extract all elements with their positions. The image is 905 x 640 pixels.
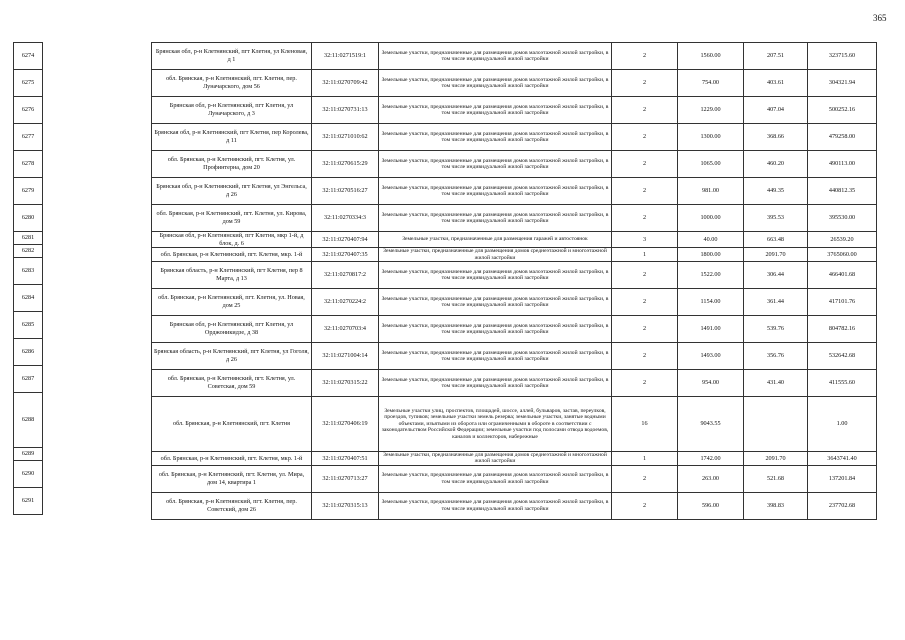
table-row xyxy=(14,151,43,178)
land-use-cell: Земельные участки, предназначенные для размещения домов малоэтажной жилой застройки, в том числе индивидуальной жилой застройки xyxy=(379,124,612,151)
land-use-cell: Земельные участки, предназначенные для размещения домов малоэтажной жилой застройки, в том числе индивидуальной жилой застройки xyxy=(379,492,612,519)
table-row xyxy=(152,70,877,97)
area-cell: 1742.00 xyxy=(678,452,744,466)
row-number: 6288 xyxy=(14,393,43,448)
row-number: 6274 xyxy=(14,43,43,70)
row-number: 6282 xyxy=(14,245,43,258)
cadastral-value-cell: 1.00 xyxy=(808,397,877,452)
cadastral-value-cell: 490113.00 xyxy=(808,151,877,178)
table-row xyxy=(14,488,43,515)
address-cell: обл. Брянская, р-н Клетнянский, пгт. Клетня, ул. Кирова, дом 59 xyxy=(152,205,312,232)
land-use-cell: Земельные участки улиц, проспектов, площадей, шоссе, аллей, бульваров, застав, переулков, проездов, тупиков; земельные участки земель резерва; земельные участки, занятые водными объектами, изъятыми из оборота или ограниченными в обороте в соответствии с законодательством Российской Федерации; земельные участки под полосами отвода водоемов, каналов и коллекторов, набережные xyxy=(379,397,612,452)
rate-cell: 2091.70 xyxy=(744,452,808,466)
cadastral-number-cell: 32:11:0270817:2 xyxy=(312,262,379,289)
rate-cell: 407.04 xyxy=(744,97,808,124)
group-cell: 2 xyxy=(612,465,678,492)
group-cell: 2 xyxy=(612,316,678,343)
row-number: 6291 xyxy=(14,488,43,515)
table-row xyxy=(14,448,43,461)
table-row xyxy=(14,285,43,312)
land-use-cell: Земельные участки, предназначенные для размещения домов малоэтажной жилой застройки, в том числе индивидуальной жилой застройки xyxy=(379,151,612,178)
area-cell: 1491.00 xyxy=(678,316,744,343)
address-cell: Брянская область, р-н Клетнянский, пгт Клетня, пер 8 Марта, д 13 xyxy=(152,262,312,289)
row-number: 6281 xyxy=(14,232,43,245)
address-cell: обл. Брянская, р-н Клетнянский, пгт. Клетня, мкр. 1-й xyxy=(152,452,312,466)
table-row xyxy=(152,205,877,232)
row-number: 6290 xyxy=(14,461,43,488)
address-cell: обл. Брянская, р-н Клетнянский, пгт. Клетня, ул. Советская, дом 59 xyxy=(152,370,312,397)
cadastral-value-cell: 440812.35 xyxy=(808,178,877,205)
land-use-cell: Земельные участки, предназначенные для размещения домов малоэтажной жилой застройки, в том числе индивидуальной жилой застройки xyxy=(379,289,612,316)
group-cell: 3 xyxy=(612,232,678,248)
cadastral-number-cell: 32:11:0270407:35 xyxy=(312,248,379,262)
rate-cell: 449.35 xyxy=(744,178,808,205)
table-row xyxy=(152,316,877,343)
table-row xyxy=(152,151,877,178)
address-cell: обл. Брянская, р-н Клетнянский, пгт. Клетня, ул. Профинтерна, дом 20 xyxy=(152,151,312,178)
group-cell: 2 xyxy=(612,205,678,232)
cadastral-value-cell: 417101.76 xyxy=(808,289,877,316)
cadastral-number-cell: 32:11:0270407:94 xyxy=(312,232,379,248)
land-use-cell: Земельные участки, предназначенные для размещения домов малоэтажной жилой застройки, в том числе индивидуальной жилой застройки xyxy=(379,316,612,343)
cadastral-number-cell: 32:11:0270703:4 xyxy=(312,316,379,343)
land-use-cell: Земельные участки, предназначенные для размещения домов малоэтажной жилой застройки, в том числе индивидуальной жилой застройки xyxy=(379,262,612,289)
table-row xyxy=(14,97,43,124)
cadastral-value-cell: 500252.16 xyxy=(808,97,877,124)
area-cell: 754.00 xyxy=(678,70,744,97)
table-row xyxy=(14,43,43,70)
cadastral-value-cell: 137201.84 xyxy=(808,465,877,492)
table-row xyxy=(152,452,877,466)
cadastral-number-cell: 32:11:0270315:22 xyxy=(312,370,379,397)
table-row xyxy=(152,492,877,519)
rate-cell: 521.68 xyxy=(744,465,808,492)
land-use-cell: Земельные участки, предназначенные для размещения домов малоэтажной жилой застройки, в том числе индивидуальной жилой застройки xyxy=(379,343,612,370)
cadastral-number-cell: 32:11:0271010:62 xyxy=(312,124,379,151)
group-cell: 2 xyxy=(612,70,678,97)
row-number: 6286 xyxy=(14,339,43,366)
cadastral-value-cell: 479258.00 xyxy=(808,124,877,151)
row-number: 6277 xyxy=(14,124,43,151)
address-cell: обл. Брянская, р-н Клетнянский, пгт. Клетня, пер. Луначарского, дом 56 xyxy=(152,70,312,97)
cadastral-number-cell: 32:11:0270713:27 xyxy=(312,465,379,492)
table-row xyxy=(152,370,877,397)
address-cell: обл. Брянская, р-н Клетнянский, пгт. Клетня, ул. Новая, дом 25 xyxy=(152,289,312,316)
group-cell: 16 xyxy=(612,397,678,452)
rate-cell: 207.51 xyxy=(744,43,808,70)
cadastral-value-cell: 466401.68 xyxy=(808,262,877,289)
rate-cell: 398.83 xyxy=(744,492,808,519)
rate-cell: 361.44 xyxy=(744,289,808,316)
table-row xyxy=(152,465,877,492)
table-row xyxy=(14,393,43,448)
row-number: 6289 xyxy=(14,448,43,461)
row-number: 6278 xyxy=(14,151,43,178)
table-row xyxy=(152,262,877,289)
rate-cell: 395.53 xyxy=(744,205,808,232)
table-row xyxy=(14,312,43,339)
cadastral-number-cell: 32:11:0271519:1 xyxy=(312,43,379,70)
cadastral-value-cell: 26539.20 xyxy=(808,232,877,248)
group-cell: 1 xyxy=(612,452,678,466)
group-cell: 2 xyxy=(612,43,678,70)
cadastral-number-cell: 32:11:0270224:2 xyxy=(312,289,379,316)
table-row xyxy=(14,205,43,232)
row-number: 6283 xyxy=(14,258,43,285)
land-use-cell: Земельные участки, предназначенные для размещения домов среднеэтажной и многоэтажной жилой застройки xyxy=(379,452,612,466)
row-number: 6280 xyxy=(14,205,43,232)
cadastral-value-cell: 804782.16 xyxy=(808,316,877,343)
rate-cell: 403.61 xyxy=(744,70,808,97)
address-cell: Брянская обл, р-н Клетнянский, пгт Клетня, пер Королева, д 11 xyxy=(152,124,312,151)
row-number: 6276 xyxy=(14,97,43,124)
row-number: 6287 xyxy=(14,366,43,393)
address-cell: Брянская обл, р-н Клетнянский, пгт Клетня, ул Орджоникидзе, д 38 xyxy=(152,316,312,343)
rate-cell: 663.48 xyxy=(744,232,808,248)
land-use-cell: Земельные участки, предназначенные для размещения домов малоэтажной жилой застройки, в том числе индивидуальной жилой застройки xyxy=(379,205,612,232)
table-row xyxy=(152,343,877,370)
cadastral-number-cell: 32:11:0270615:29 xyxy=(312,151,379,178)
cadastral-value-cell: 237702.68 xyxy=(808,492,877,519)
group-cell: 2 xyxy=(612,343,678,370)
area-cell: 40.00 xyxy=(678,232,744,248)
address-cell: Брянская обл, р-н Клетнянский, пгт Клетня, мкр 1-й, д блок, д. 6 xyxy=(152,232,312,248)
table-row xyxy=(152,397,877,452)
rate-cell: 356.76 xyxy=(744,343,808,370)
rate-cell: 368.66 xyxy=(744,124,808,151)
address-cell: обл. Брянская, р-н Клетнянский, пгт. Клетня, мкр. 1-й xyxy=(152,248,312,262)
cadastral-number-cell: 32:11:0270406:19 xyxy=(312,397,379,452)
cadastral-number-cell: 32:11:0270731:13 xyxy=(312,97,379,124)
table-row xyxy=(14,366,43,393)
land-use-cell: Земельные участки, предназначенные для размещения домов малоэтажной жилой застройки, в том числе индивидуальной жилой застройки xyxy=(379,178,612,205)
table-row xyxy=(152,232,877,248)
rate-cell xyxy=(744,397,808,452)
area-cell: 1000.00 xyxy=(678,205,744,232)
table-row xyxy=(14,461,43,488)
table-row xyxy=(152,178,877,205)
table-row xyxy=(152,289,877,316)
row-number-column xyxy=(13,42,43,515)
row-number: 6279 xyxy=(14,178,43,205)
cadastral-value-cell: 532642.68 xyxy=(808,343,877,370)
table-row xyxy=(152,97,877,124)
cadastral-value-cell: 304321.94 xyxy=(808,70,877,97)
land-use-cell: Земельные участки, предназначенные для размещения домов среднеэтажной и многоэтажной жилой застройки xyxy=(379,248,612,262)
group-cell: 2 xyxy=(612,492,678,519)
land-use-cell: Земельные участки, предназначенные для размещения домов малоэтажной жилой застройки, в том числе индивидуальной жилой застройки xyxy=(379,70,612,97)
address-cell: обл. Брянская, р-н Клетнянский, пгт. Клетня, пер. Советский, дом 26 xyxy=(152,492,312,519)
group-cell: 2 xyxy=(612,370,678,397)
area-cell: 9043.55 xyxy=(678,397,744,452)
cadastral-number-cell: 32:11:0270334:3 xyxy=(312,205,379,232)
table-row xyxy=(14,258,43,285)
area-cell: 596.00 xyxy=(678,492,744,519)
table-row xyxy=(14,124,43,151)
area-cell: 1493.00 xyxy=(678,343,744,370)
land-use-cell: Земельные участки, предназначенные для размещения домов малоэтажной жилой застройки, в том числе индивидуальной жилой застройки xyxy=(379,465,612,492)
group-cell: 2 xyxy=(612,124,678,151)
area-cell: 1229.00 xyxy=(678,97,744,124)
land-use-cell: Земельные участки, предназначенные для размещения домов малоэтажной жилой застройки, в том числе индивидуальной жилой застройки xyxy=(379,43,612,70)
table-row xyxy=(152,248,877,262)
rate-cell: 460.20 xyxy=(744,151,808,178)
area-cell: 1522.00 xyxy=(678,262,744,289)
group-cell: 1 xyxy=(612,248,678,262)
address-cell: Брянская обл, р-н Клетнянский, пгт Клетня, ул Луначарского, д 3 xyxy=(152,97,312,124)
table-row xyxy=(152,43,877,70)
area-cell: 263.00 xyxy=(678,465,744,492)
cadastral-number-cell: 32:11:0270516:27 xyxy=(312,178,379,205)
group-cell: 2 xyxy=(612,178,678,205)
area-cell: 1154.00 xyxy=(678,289,744,316)
cadastral-number-cell: 32:11:0270315:13 xyxy=(312,492,379,519)
cadastral-value-cell: 3765060.00 xyxy=(808,248,877,262)
group-cell: 2 xyxy=(612,262,678,289)
page-number: 365 xyxy=(873,13,887,23)
area-cell: 1560.00 xyxy=(678,43,744,70)
area-cell: 1065.00 xyxy=(678,151,744,178)
area-cell: 1300.00 xyxy=(678,124,744,151)
address-cell: Брянская область, р-н Клетнянский, пгт Клетня, ул Гоголя, д 26 xyxy=(152,343,312,370)
cadastral-value-cell: 323715.60 xyxy=(808,43,877,70)
cadastral-value-cell: 395530.00 xyxy=(808,205,877,232)
rate-cell: 539.76 xyxy=(744,316,808,343)
table-row xyxy=(14,178,43,205)
area-cell: 954.00 xyxy=(678,370,744,397)
area-cell: 1800.00 xyxy=(678,248,744,262)
table-row xyxy=(152,124,877,151)
row-number: 6275 xyxy=(14,70,43,97)
rate-cell: 431.40 xyxy=(744,370,808,397)
row-number: 6284 xyxy=(14,285,43,312)
address-cell: Брянская обл, р-н Клетнянский, пгт Клетня, ул Энгельса, д 26 xyxy=(152,178,312,205)
table-row xyxy=(14,245,43,258)
cadastral-value-cell: 3643741.40 xyxy=(808,452,877,466)
cadastral-number-cell: 32:11:0270709:42 xyxy=(312,70,379,97)
land-use-cell: Земельные участки, предназначенные для размещения домов малоэтажной жилой застройки, в том числе индивидуальной жилой застройки xyxy=(379,97,612,124)
cadastral-number-cell: 32:11:0270407:51 xyxy=(312,452,379,466)
land-use-cell: Земельные участки, предназначенные для размещения гаражей и автостоянок xyxy=(379,232,612,248)
table-row xyxy=(14,339,43,366)
group-cell: 2 xyxy=(612,151,678,178)
table-row xyxy=(14,232,43,245)
parcel-table xyxy=(151,42,892,520)
table-row xyxy=(14,70,43,97)
cadastral-value-cell: 411555.60 xyxy=(808,370,877,397)
address-cell: Брянская обл, р-н Клетнянский, пгт Клетня, ул Кленовая, д 1 xyxy=(152,43,312,70)
area-cell: 981.00 xyxy=(678,178,744,205)
rate-cell: 306.44 xyxy=(744,262,808,289)
group-cell: 2 xyxy=(612,289,678,316)
group-cell: 2 xyxy=(612,97,678,124)
land-use-cell: Земельные участки, предназначенные для размещения домов малоэтажной жилой застройки, в том числе индивидуальной жилой застройки xyxy=(379,370,612,397)
address-cell: обл. Брянская, р-н Клетнянский, пгт. Клетня xyxy=(152,397,312,452)
cadastral-number-cell: 32:11:0271004:14 xyxy=(312,343,379,370)
row-number: 6285 xyxy=(14,312,43,339)
address-cell: обл. Брянская, р-н Клетнянский, пгт. Клетня, ул. Мира, дом 14, квартира 1 xyxy=(152,465,312,492)
rate-cell: 2091.70 xyxy=(744,248,808,262)
